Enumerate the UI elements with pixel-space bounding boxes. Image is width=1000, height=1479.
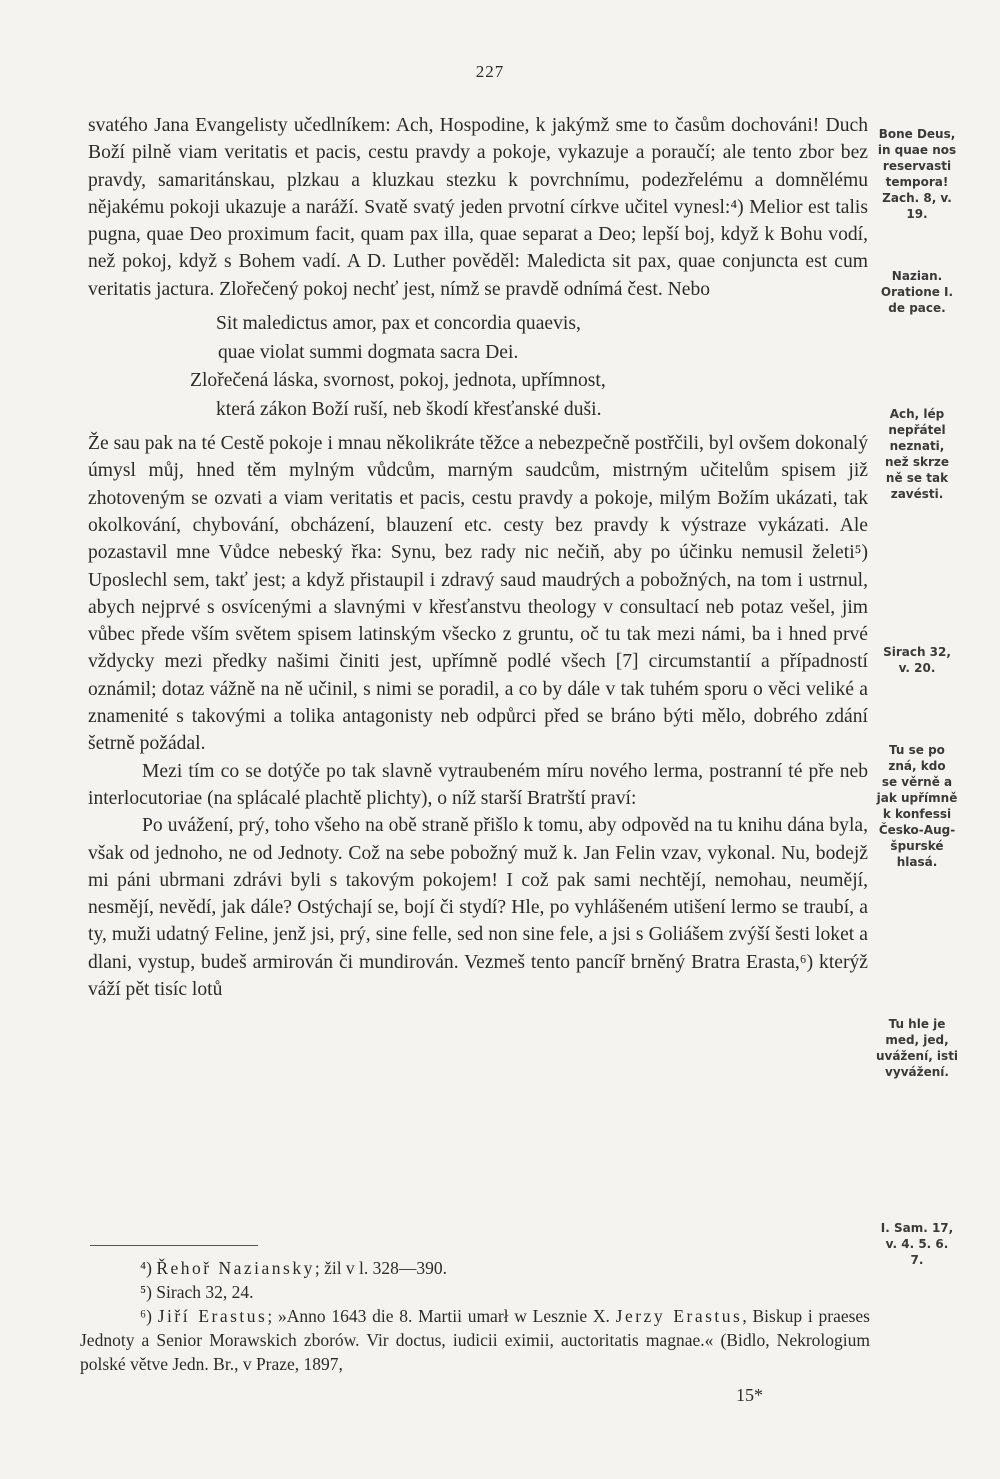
signature-mark: 15*: [736, 1385, 763, 1405]
verse-line-4: která zákon Boží ruší, neb škodí křesťanské duši.: [216, 398, 602, 420]
verse-line-1: Sit maledictus amor, pax et concordia quaevis,: [216, 313, 581, 335]
page-number: 227: [475, 62, 505, 81]
paragraph-4: Po uvážení, prý, toho všeho na obě straně přišlo k tomu, aby odpověd na tu knihu dána byla, však od jednoho, ne od Jednoty. Což na sebe pobožný muž k. Jan Felin vzav, vykonal. Nu, bodejž mi páni ubrmani zdrávi byli s takovým pokojem! I což pak sami nechtějí, nemohau, neumějí, nesmějí, nevědí, jak dále? Ostýchají se, bojí či stydí? Hle, po vyhlášeném utišení lermo se traubí, a ty, muži udatný Feline, jenž jsi, prý, sine felle, sed non sine fele, a jsi s Goliášem zvýší šesti loket a dlani, vystup, budeš armirován či mundirován. Vezmeš tento pancíř brněný Bratra Erasta,⁶) kterýž váží pět tisíc lotů: [88, 815, 868, 1001]
footnote-6-text-1: ; »Anno 1643 die 8. Martii umarł w Lesznie X.: [267, 1306, 610, 1326]
footnote-6-name: Jiří Erastus: [157, 1306, 268, 1326]
verse-block: [190, 310, 868, 424]
verse-line-2: quae violat summi dogmata sacra Dei.: [218, 341, 519, 363]
paragraph-1: svatého Jana Evangelisty učedlníkem: Ach, Hospodine, k jakýmž sme to časům dochováni! Duch Boží pilně viam veritatis et pacis, cestu pravdy a pokoje, vykazuje a poraučí; ale tento zbor bez pravdy, samaritánskau, plzkau a kluzkau stezku k povrchnímu, podezřelému a domnělému nějakému pokoji ukazuje a naráží. Svatě svatý jeden prvotní církve učitel vynesl:⁴) Melior est talis pugna, quae Deo proximum facit, quam pax illa, quae separat a Deo; lepší boj, když k Bohu vodí, než pokoj, když s Bohem vadí. A D. Luther pověděl: Maledicta sit pax, quae conjuncta est cum veritatis jactura. Zlořečený pokoj nechť jest, nímž se pravdě odnímá čest. Nebo: [88, 115, 868, 300]
margin-note-2: Nazian. Oratione I. de pace.: [880, 269, 954, 315]
paragraph-3: Mezi tím co se dotýče po tak slavně vytraubeném míru nového lerma, postranní té pře neb interlocutoriae (na splácalé plachtě plichty), o níž starší Bratrští praví:: [88, 760, 868, 809]
footnote-4: [80, 1256, 870, 1280]
main-text: [88, 112, 868, 1003]
margin-note-4: Sirach 32, v. 20.: [883, 645, 951, 675]
margin-note-1: Bone Deus, in quae nos reservasti tempora! Zach. 8, v. 19.: [877, 127, 957, 221]
footnotes: [80, 1256, 870, 1376]
footnote-6: [80, 1304, 870, 1376]
footnote-4-name: Řehoř Naziansky: [156, 1258, 315, 1278]
margin-note-7: I. Sam. 17, v. 4. 5. 6. 7.: [880, 1221, 954, 1267]
verse-line-3: Zlořečená láska, svornost, pokoj, jednota, upřímnost,: [190, 370, 606, 392]
footnote-6-text-2: , Biskup i praeses Jednoty a Senior Morawskich zborów. Vir doctus, iudicii eximii, auctoritatis magnae.« (Bidlo, Nekrologium polské větve Jedn. Br., v Praze, 1897,: [80, 1306, 870, 1374]
footnote-divider: [90, 1245, 258, 1246]
margin-note-5: Tu se po zná, kdo se věrně a jak upřímně k konfessi Česko-Aug- špurské hlasá.: [876, 743, 958, 869]
footnote-6-mark: ⁶): [140, 1306, 152, 1326]
footnote-4-mark: ⁴): [140, 1258, 152, 1278]
footnote-4-text: ; žil v l. 328—390.: [314, 1258, 448, 1278]
footnote-6-name-2: Jerzy Erastus: [615, 1306, 743, 1326]
margin-note-3: Ach, lép nepřátel neznati, než skrze ně se tak zavésti.: [884, 407, 949, 501]
paragraph-2: Že sau pak na té Cestě pokoje i mnau několikráte těžce a nebezpečně postřčili, byl ovšem dokonalý úmysl můj, hned těm mylným vůdcům, marným saudcům, mistrným učitelům spisem již zhotoveným se ozvati a viam veritatis et pacis, cestu pravdy a pokoje, milým Božím ukázati, tak okolkování, chybování, obcházení, blauzení etc. cesty bez pravdy k výstraze vykázati. Ale pozastavil mne Vůdce nebeský řka: Synu, bez rady nic nečiň, aby po účinku nemusil želeti⁵) Uposlechl sem, takť jest; a když přistaupil i zdravý saud maudrých a pobožných, na tom i ustrnul, abych nejprvé s osvícenými a slavnými v křesťanstvu theology v consultací neb potaz vešel, jim vůbec přede vším světem spisem latinským všecko z gruntu, oč tu tak mezi námi, ba i hned prvé vždycky mezi předky našimi činiti jest, upřímně podlé všech [7] circumstantií a případností oznámil; dotaz vážně na ně učinil, s nimi se poradil, a co by dále v tak tuhém sporu o věci veliké a znamenité s takovými a tolika antagonisty neb odpůrci před se bráno býti mělo, dobrého zdání šetrně požádal.: [88, 433, 868, 755]
margin-note-6: Tu hle je med, jed, uvážení, isti vyvážení.: [875, 1017, 959, 1079]
footnote-5: ⁵) Sirach 32, 24.: [140, 1282, 254, 1302]
